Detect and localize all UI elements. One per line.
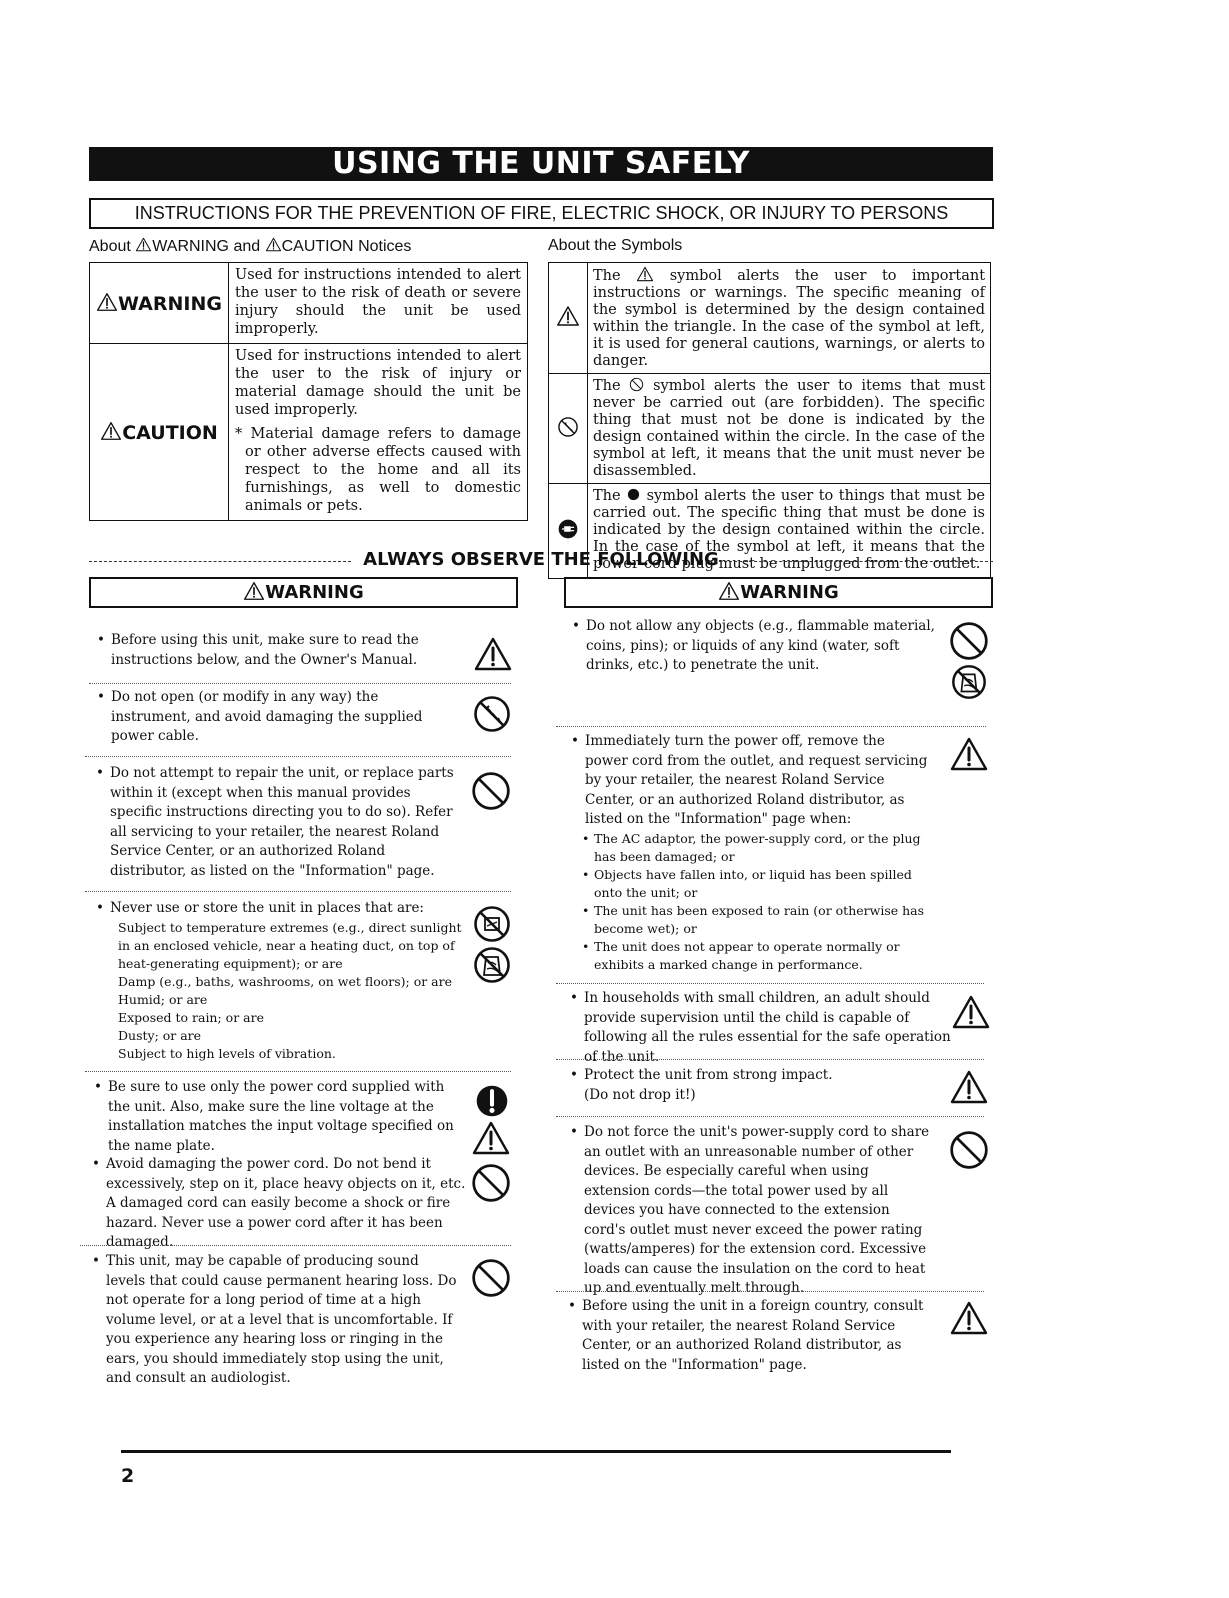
symbol-desc-must-text: symbol alerts the user to things that must be carried out. The specific thing that must be done is indicated by the design contained within the circle. In the case of the symbol at left, it means that the power-cord plug must be unplugged from the outlet. — [593, 488, 985, 572]
when-item-text: The unit has been exposed to rain (or otherwise has become wet); or — [594, 903, 925, 936]
no-water-icon — [950, 663, 988, 701]
left-item-4: • Never use or store the unit in places that are: — [96, 900, 424, 916]
footer-rule — [121, 1450, 951, 1453]
prohibition-icon — [470, 770, 512, 812]
symbol-row-triangle — [549, 263, 991, 374]
unplug-icon — [557, 518, 579, 540]
separator — [556, 1116, 984, 1117]
when-item: • The unit does not appear to operate normally or exhibits a marked change in performance. — [582, 939, 900, 972]
places-item: Exposed to rain; or are — [118, 1010, 264, 1025]
symbol-desc-forbid — [588, 374, 991, 484]
places-list — [118, 919, 463, 1063]
places-item: Dusty; or are — [118, 1028, 202, 1043]
warning-triangle-icon — [96, 292, 118, 312]
symbols-heading: About the Symbols — [548, 237, 683, 254]
symbol-row-forbid — [549, 374, 991, 484]
separator — [85, 1071, 511, 1072]
page-subtitle: INSTRUCTIONS FOR THE PREVENTION OF FIRE, ELECTRIC SHOCK, OR INJURY TO PERSONS — [89, 198, 994, 229]
warning-triangle-icon — [243, 581, 265, 601]
right-warning-header — [564, 577, 993, 608]
caution-description-cell — [229, 344, 528, 521]
right-item-4-text: Protect the unit from strong impact. (Do not drop it!) — [584, 1067, 833, 1103]
when-item-text: Objects have fallen into, or liquid has been spilled onto the unit; or — [594, 867, 912, 900]
symbol-cell-triangle — [549, 263, 588, 374]
warning-triangle-icon — [135, 237, 152, 252]
separator — [556, 1059, 984, 1060]
left-item-5: • Be sure to use only the power cord supplied with the unit. Also, make sure the line voltage at the installation matches the input voltage specified on the name plate. — [94, 1079, 454, 1154]
always-observe-heading — [89, 549, 993, 573]
when-item: • The AC adaptor, the power-supply cord, or the plug has been damaged; or — [582, 831, 921, 864]
no-heat-sunlight-icon — [472, 904, 512, 944]
warning-triangle-icon — [948, 736, 990, 772]
left-item-1-text: Before using this unit, make sure to read the instructions below, and the Owner's Manual. — [111, 632, 419, 668]
no-water-icon — [472, 945, 512, 985]
left-item-6: • Avoid damaging the power cord. Do not bend it excessively, step on it, place heavy objects on it, etc. A damaged cord can easily become a shock or fire hazard. Never use a power cord after it has been damaged. — [92, 1156, 466, 1250]
notices-table — [89, 262, 528, 521]
notices-heading — [89, 237, 411, 256]
symbol-desc-forbid-pre: The — [593, 378, 621, 394]
caution-note: * Material damage refers to damage or other adverse effects caused with respect to the home and all its furnishings, as well to domestic animals or pets. — [235, 426, 521, 514]
caution-label-cell — [90, 344, 229, 521]
right-item-3-text: In households with small children, an adult should provide supervision until the child is capable of following all the rules essential for the safe operation of the unit. — [584, 990, 951, 1065]
warning-label-cell — [90, 263, 229, 344]
places-item: Subject to high levels of vibration. — [118, 1046, 336, 1061]
warning-triangle-icon — [472, 636, 514, 672]
warning-description: Used for instructions intended to alert the user to the risk of death or severe injury should the unit be used improperly. — [229, 263, 528, 344]
caution-description: Used for instructions intended to alert the user to the risk of injury or material damage should the unit be used improperly. — [235, 348, 521, 418]
warning-triangle-icon — [948, 1069, 990, 1105]
symbol-desc-triangle-text: symbol alerts the user to important instructions or warnings. The specific meaning of the symbol is determined by the design contained within the triangle. In the case of the symbol at left, it is used for general cautions, warnings, or alerts to danger. — [593, 268, 986, 369]
triangle-symbol-icon — [636, 266, 654, 282]
filled-dot-icon — [626, 487, 641, 502]
separator — [85, 891, 511, 892]
must-do-icon — [474, 1083, 510, 1119]
left-warning-header-text: WARNING — [265, 582, 364, 603]
warning-triangle-icon — [556, 305, 580, 327]
notices-heading-about: About — [89, 238, 131, 255]
caution-notice-row — [90, 344, 528, 521]
places-item: Damp (e.g., baths, washrooms, on wet floors); or are — [118, 974, 453, 989]
left-item-2: • Do not open (or modify in any way) the instrument, and avoid damaging the supplied power cable. — [97, 689, 423, 744]
left-item-4-text: Never use or store the unit in places that are: — [110, 900, 424, 916]
symbol-desc-triangle — [588, 263, 991, 374]
separator — [89, 683, 511, 684]
right-item-2-text: Immediately turn the power off, remove the power cord from the outlet, and request servicing by your retailer, the nearest Roland Service Center, or an authorized Roland distributor, as listed on the "Information" page when: — [585, 733, 928, 827]
warning-triangle-icon — [950, 994, 992, 1030]
warning-triangle-icon — [718, 581, 740, 601]
right-item-6-text: Before using the unit in a foreign country, consult with your retailer, the nearest Roland Service Center, or an authorized Roland distributor, as listed on the "Information" page. — [582, 1298, 924, 1373]
symbols-table — [548, 262, 991, 579]
left-item-3: • Do not attempt to repair the unit, or replace parts within it (except when this manual provides specific instructions directing you to do so). Refer all servicing to your retailer, the nearest Roland Service Center, or an authorized Roland distributor, as listed on the "Information" page. — [96, 765, 454, 879]
left-item-1: • Before using this unit, make sure to read the instructions below, and the Owner's Manual. — [97, 632, 419, 668]
warning-notice-row — [90, 263, 528, 344]
separator — [85, 756, 511, 757]
when-item: • The unit has been exposed to rain (or otherwise has become wet); or — [582, 903, 925, 936]
no-disassemble-icon — [557, 416, 579, 438]
prohibition-icon — [470, 1162, 512, 1204]
right-item-3: • In households with small children, an adult should provide supervision until the child is capable of following all the rules essential for the safe operation of the unit. — [570, 990, 951, 1065]
right-item-5: • Do not force the unit's power-supply cord to share an outlet with an unreasonable number of other devices. Be especially careful when using extension cords—the total power used by all devices you have connected to the extension cord's outlet must never exceed the power rating (watts/amperes) for the extension cord. Excessive loads can cause the insulation on the cord to heat up and eventually melt through. — [570, 1124, 930, 1296]
left-item-2-text: Do not open (or modify in any way) the instrument, and avoid damaging the supplied power cable. — [111, 689, 423, 744]
places-item: Humid; or are — [118, 992, 208, 1007]
separator — [80, 1245, 511, 1246]
notices-heading-and: and — [233, 238, 261, 255]
prohibition-icon — [470, 1257, 512, 1299]
left-warning-header — [89, 577, 518, 608]
right-item-1: • Do not allow any objects (e.g., flammable material, coins, pins); or liquids of any kind (water, soft drinks, etc.) to penetrate the unit. — [572, 618, 935, 673]
dashed-divider — [709, 561, 993, 562]
right-item-5-text: Do not force the unit's power-supply cord to share an outlet with an unreasonable number of other devices. Be especially careful when using extension cords—the total power used by all devices you have connected to the extension cord's outlet must never exceed the power rating (watts/amperes) for the extension cord. Excessive loads can cause the insulation on the cord to heat up and eventually melt through. — [584, 1124, 930, 1296]
caution-triangle-icon — [100, 421, 122, 441]
symbol-desc-triangle-pre: The — [593, 268, 621, 284]
warning-triangle-icon — [470, 1120, 512, 1156]
symbol-desc-must-pre: The — [593, 488, 621, 504]
caution-triangle-icon — [265, 237, 282, 252]
left-item-6-text: Avoid damaging the power cord. Do not bend it excessively, step on it, place heavy objects on it, etc. A damaged cord can easily become a shock or fire hazard. Never use a power cord after it has been damaged. — [106, 1156, 466, 1250]
separator — [556, 1291, 984, 1292]
places-item: Subject to temperature extremes (e.g., direct sunlight in an enclosed vehicle, near a heating duct, on top of heat-generating equipment); or are — [118, 920, 462, 971]
no-disassemble-icon — [472, 694, 512, 734]
when-list — [582, 830, 939, 974]
when-item-text: The AC adaptor, the power-supply cord, or the plug has been damaged; or — [594, 831, 921, 864]
right-item-1-text: Do not allow any objects (e.g., flammable material, coins, pins); or liquids of any kind (water, soft drinks, etc.) to penetrate the unit. — [586, 618, 935, 673]
caution-label: CAUTION — [122, 421, 218, 444]
prohibition-icon — [948, 620, 990, 662]
page-number: 2 — [121, 1465, 135, 1487]
separator — [556, 983, 984, 984]
when-item: • Objects have fallen into, or liquid has been spilled onto the unit; or — [582, 867, 912, 900]
notices-heading-notices: Notices — [358, 238, 412, 255]
notices-heading-caution: CAUTION — [281, 238, 354, 255]
left-item-5-text: Be sure to use only the power cord supplied with the unit. Also, make sure the line voltage at the installation matches the input voltage specified on the name plate. — [108, 1079, 454, 1154]
prohibition-icon — [948, 1129, 990, 1171]
right-item-6: • Before using the unit in a foreign country, consult with your retailer, the nearest Roland Service Center, or an authorized Roland distributor, as listed on the "Information" page. — [568, 1298, 924, 1373]
left-item-7: • This unit, may be capable of producing sound levels that could cause permanent hearing loss. Do not operate for a long period of time at a high volume level, or at a level that is uncomfortable. If you experience any hearing loss or ringing in the ears, you should immediately stop using the unit, and consult an audiologist. — [92, 1253, 457, 1386]
right-item-2: • Immediately turn the power off, remove the power cord from the outlet, and request servicing by your retailer, the nearest Roland Service Center, or an authorized Roland distributor, as listed on the "Information" page when: — [571, 733, 928, 827]
page-title: USING THE UNIT SAFELY — [89, 147, 993, 181]
warning-triangle-icon — [948, 1300, 990, 1336]
symbol-desc-forbid-text: symbol alerts the user to items that must never be carried out (are forbidden). The specific thing that must not be done is indicated by the design contained within the circle. In the case of the symbol at left, it means that the unit must never be disassembled. — [593, 378, 986, 479]
right-item-4: • Protect the unit from strong impact. (Do not drop it!) — [570, 1067, 833, 1103]
always-observe-text: ALWAYS OBSERVE THE FOLLOWING — [363, 549, 719, 570]
left-item-7-text: This unit, may be capable of producing sound levels that could cause permanent hearing loss. Do not operate for a long period of time at a high volume level, or at a level that is uncomfortable. If you experience any hearing loss or ringing in the ears, you should immediately stop using the unit, and consult an audiologist. — [106, 1253, 457, 1386]
right-warning-header-text: WARNING — [740, 582, 839, 603]
symbol-cell-forbid — [549, 374, 588, 484]
when-item-text: The unit does not appear to operate normally or exhibits a marked change in performance. — [594, 939, 900, 972]
separator — [556, 726, 986, 727]
notices-heading-warning: WARNING — [152, 238, 229, 255]
prohibition-icon — [629, 377, 644, 392]
warning-label: WARNING — [118, 292, 222, 315]
left-item-3-text: Do not attempt to repair the unit, or replace parts within it (except when this manual provides specific instructions directing you to do so). Refer all servicing to your retailer, the nearest Roland Service Center, or an authorized Roland distributor, as listed on the "Information" page. — [110, 765, 454, 879]
dashed-divider — [89, 561, 351, 562]
